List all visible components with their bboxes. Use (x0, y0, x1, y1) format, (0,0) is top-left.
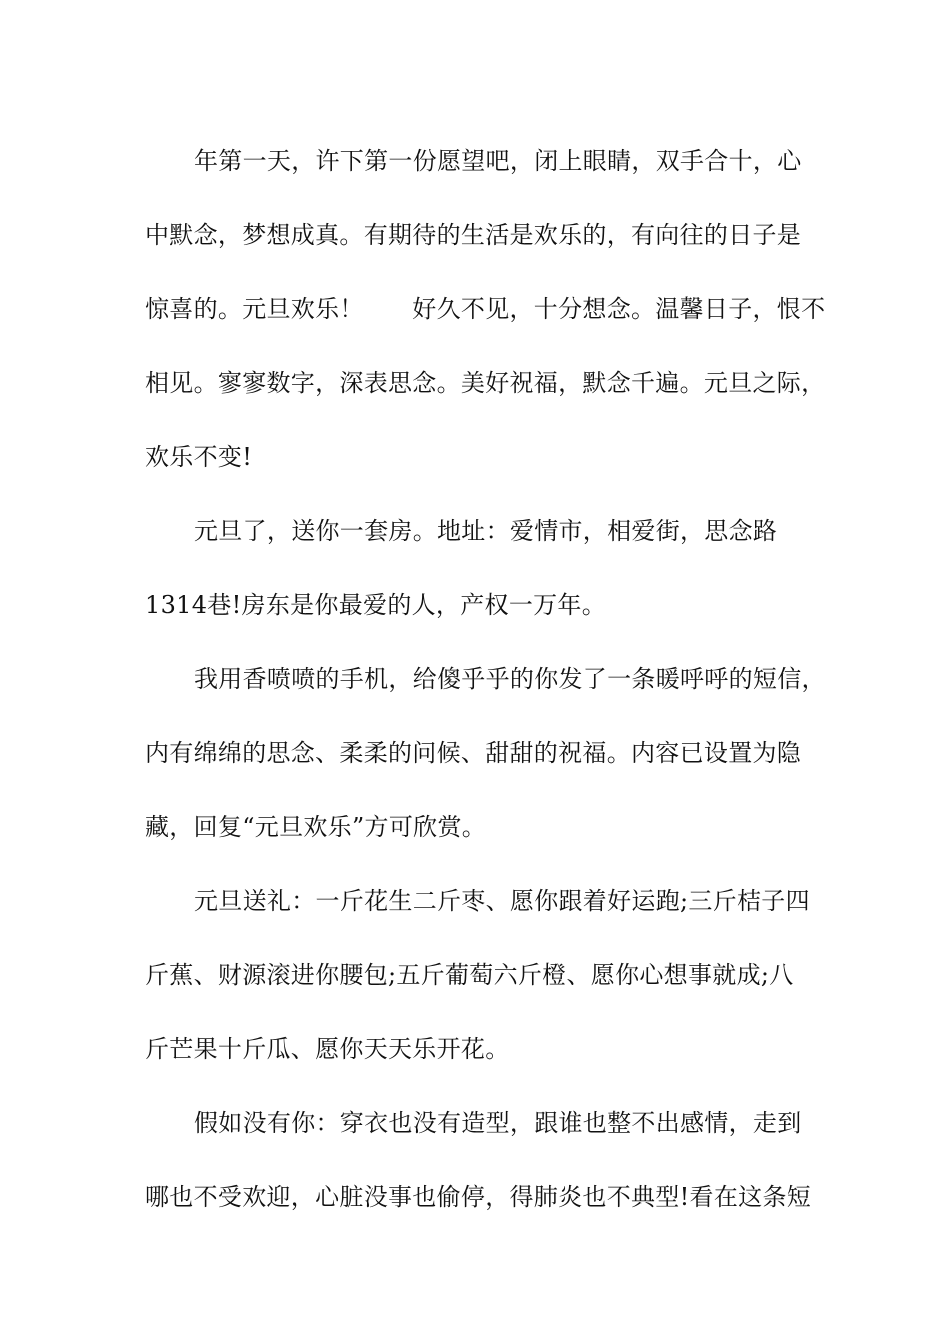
paragraph-house-gift (145, 494, 815, 642)
text-line: 惊喜的。元旦欢乐！ 好久不见，十分想念。温馨日子，恨不 (145, 295, 826, 323)
text-line: 1314巷!房东是你最爱的人，产权一万年。 (145, 591, 607, 619)
text-line: 年第一天，许下第一份愿望吧，闭上眼睛，双手合十，心 (194, 147, 802, 175)
text-line: 我用香喷喷的手机，给傻乎乎的你发了一条暖呼呼的短信， (194, 665, 826, 693)
document-body (145, 124, 826, 1234)
paragraph-new-year-wish (145, 124, 826, 494)
text-line: 元旦了，送你一套房。地址：爱情市，相爱街，思念路 (194, 517, 778, 545)
text-line: 斤芒果十斤瓜、愿你天天乐开花。 (145, 1035, 510, 1063)
text-line: 内有绵绵的思念、柔柔的问候、甜甜的祝福。内容已设置为隐 (145, 739, 802, 767)
paragraph-gift-list (145, 864, 815, 1086)
text-line: 假如没有你：穿衣也没有造型，跟谁也整不出感情，走到 (194, 1109, 802, 1137)
paragraph-without-you (145, 1086, 815, 1234)
text-line: 藏，回复“元旦欢乐”方可欣赏。 (145, 813, 487, 841)
text-line: 哪也不受欢迎，心脏没事也偷停，得肺炎也不典型!看在这条短 (145, 1183, 812, 1211)
text-line: 元旦送礼：一斤花生二斤枣、愿你跟着好运跑;三斤桔子四 (194, 887, 810, 915)
text-line: 欢乐不变! (145, 443, 253, 471)
text-line: 斤蕉、财源滚进你腰包;五斤葡萄六斤橙、愿你心想事就成;八 (145, 961, 794, 989)
text-line: 中默念，梦想成真。有期待的生活是欢乐的，有向往的日子是 (145, 221, 802, 249)
paragraph-phone-message (145, 642, 826, 864)
text-line: 相见。寥寥数字，深表思念。美好祝福，默念千遍。元旦之际， (145, 369, 826, 397)
